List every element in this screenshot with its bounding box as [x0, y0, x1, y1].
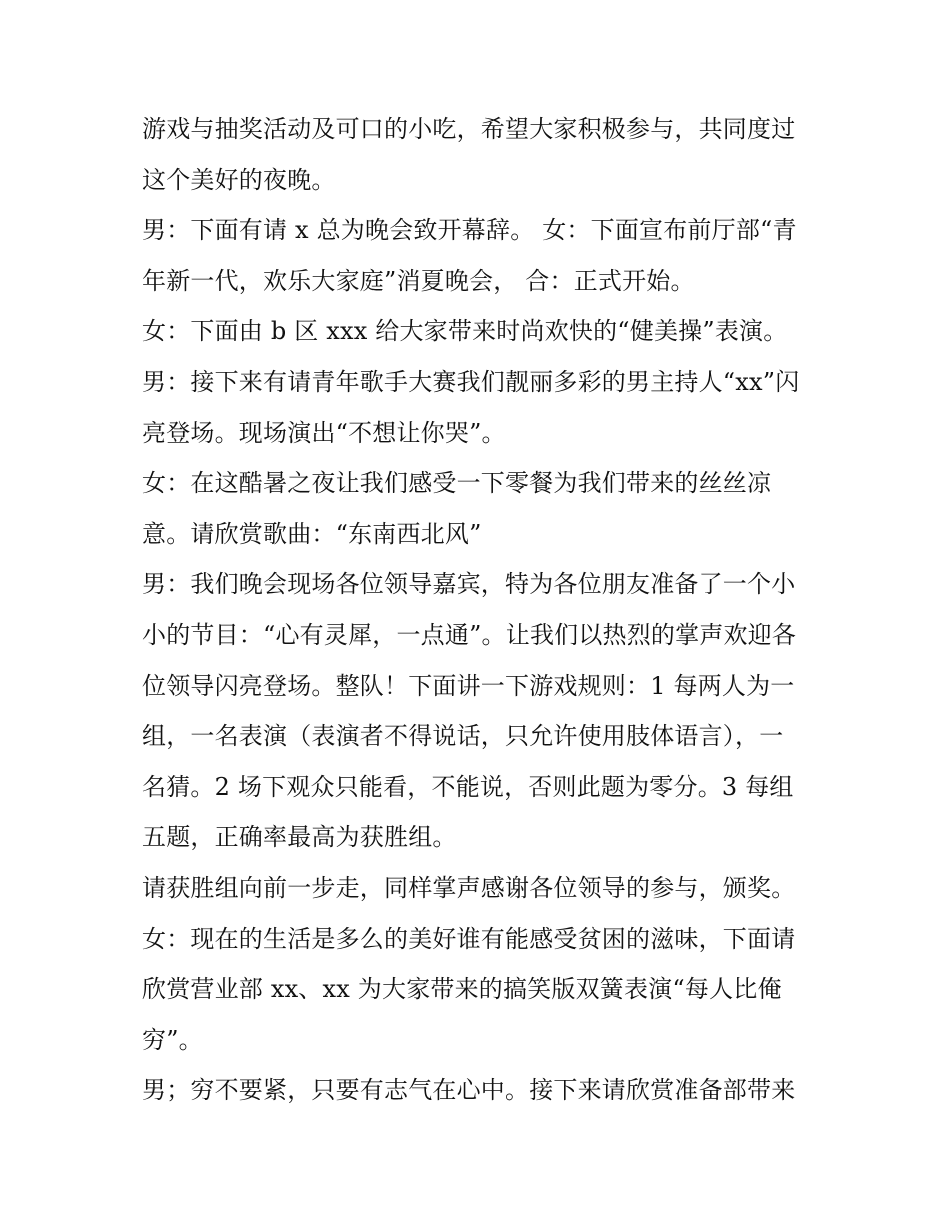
text-line: 组，一名表演（表演者不得说话，只允许使用肢体语言），一	[142, 722, 784, 751]
text-line: 欣赏营业部 xx、xx 为大家带来的搞笑版双簧表演“每人比俺	[142, 975, 782, 1004]
text-line: 女：现在的生活是多么的美好谁有能感受贫困的滋味，下面请	[142, 924, 796, 953]
text-line: 男：下面有请 x 总为晚会致开幕辞。 女：下面宣布前厅部“青	[142, 216, 797, 245]
text-line: 亮登场。现场演出“不想让你哭”。	[142, 418, 506, 447]
text-line: 男；穷不要紧，只要有志气在心中。接下来请欣赏准备部带来	[142, 1076, 796, 1105]
text-line: 女：下面由 b 区 xxx 给大家带来时尚欢快的“健美操”表演。	[142, 317, 788, 346]
text-line: 男：接下来有请青年歌手大赛我们靓丽多彩的男主持人“xx”闪	[142, 367, 800, 396]
text-line: 男：我们晚会现场各位领导嘉宾，特为各位朋友准备了一个小	[142, 570, 796, 599]
text-line: 意。请欣赏歌曲：“东南西北风”	[142, 519, 482, 548]
text-line: 小的节目：“心有灵犀，一点通”。让我们以热烈的掌声欢迎各	[142, 620, 797, 649]
text-line: 名猜。2 场下观众只能看，不能说，否则此题为零分。3 每组	[142, 772, 794, 801]
text-line: 这个美好的夜晚。	[142, 165, 336, 194]
text-line: 年新一代，欢乐大家庭”消夏晚会， 合：正式开始。	[142, 266, 695, 295]
text-line: 五题，正确率最高为获胜组。	[142, 823, 457, 852]
text-line: 游戏与抽奖活动及可口的小吃，希望大家积极参与，共同度过	[142, 115, 796, 143]
text-line: 位领导闪亮登场。整队！下面讲一下游戏规则：1 每两人为一	[142, 671, 795, 700]
text-line: 穷”。	[142, 1025, 203, 1054]
text-line: 女：在这酷暑之夜让我们感受一下零餐为我们带来的丝丝凉	[142, 469, 772, 498]
document-body	[142, 104, 817, 1116]
text-line: 请获胜组向前一步走，同样掌声感谢各位领导的参与，颁奖。	[142, 873, 796, 902]
